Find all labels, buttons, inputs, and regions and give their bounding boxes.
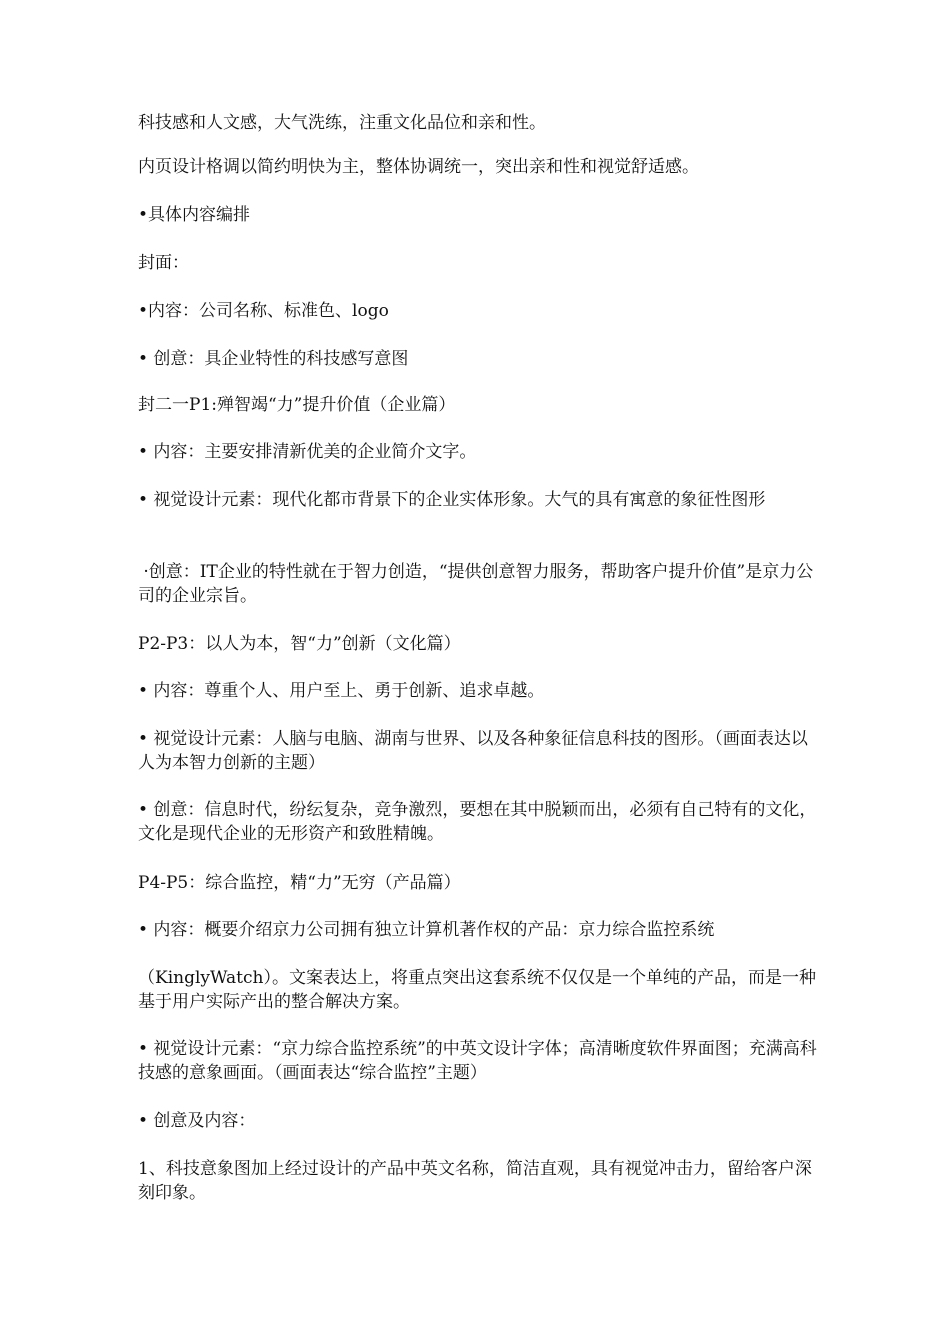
cover-heading: 封面： [138,253,189,273]
paragraph-inner-page-style: 内页设计格调以简约明快为主，整体协调统一，突出亲和性和视觉舒适感。 [138,157,699,177]
p4-p5-visual-item: • 视觉设计元素：“京力综合监控系统”的中英文设计字体；高清晰度软件界面图；充满高科技感的意象画面。（画面表达“综合监控”主题） [138,1039,817,1083]
p2-p3-visual-item: • 视觉设计元素：人脑与电脑、湖南与世界、以及各种象征信息科技的图形。（画面表达以人为本智力创新的主题） [138,729,808,773]
p2-p3-heading: P2-P3：以人为本，智“力”创新（文化篇） [138,634,461,654]
cover-content-item: •内容：公司名称、标准色、logo [138,301,389,321]
p1-visual-item: • 视觉设计元素：现代化都市背景下的企业实体形象。大气的具有寓意的象征性图形 [138,490,766,510]
p1-idea-item: ·创意：IT企业的特性就在于智力创造，“提供创意智力服务，帮助客户提升价值”是京力公司的企业宗旨。 [138,562,814,606]
p1-content-item: • 内容：主要安排清新优美的企业简介文字。 [138,442,477,462]
paragraph-style-intro: 科技感和人文感，大气洗练，注重文化品位和亲和性。 [138,113,546,133]
cover-idea-item: • 创意：具企业特性的科技感写意图 [138,349,409,369]
numbered-item-1: 1、科技意象图加上经过设计的产品中英文名称，简洁直观，具有视觉冲击力，留给客户深刻印象。 [138,1159,812,1203]
p2-p3-idea-item: • 创意：信息时代，纷纭复杂，竞争激烈，要想在其中脱颖而出，必须有自己特有的文化，文化是现代企业的无形资产和致胜精魄。 [138,800,817,844]
p4-p5-content-item: • 内容：概要介绍京力公司拥有独立计算机著作权的产品：京力综合监控系统 [138,920,715,940]
p4-p5-heading: P4-P5：综合监控，精“力”无穷（产品篇） [138,873,461,893]
p1-heading: 封二一P1:殚智竭“力”提升价值（企业篇） [138,395,456,415]
p4-p5-content-continued: （KinglyWatch）。文案表达上，将重点突出这套系统不仅仅是一个单纯的产品，而是一种基于用户实际产出的整合解决方案。 [138,968,816,1012]
section-heading-content: •具体内容编排 [138,205,251,225]
p2-p3-content-item: • 内容：尊重个人、用户至上、勇于创新、追求卓越。 [138,681,545,701]
p4-p5-idea-heading: • 创意及内容： [138,1111,256,1131]
